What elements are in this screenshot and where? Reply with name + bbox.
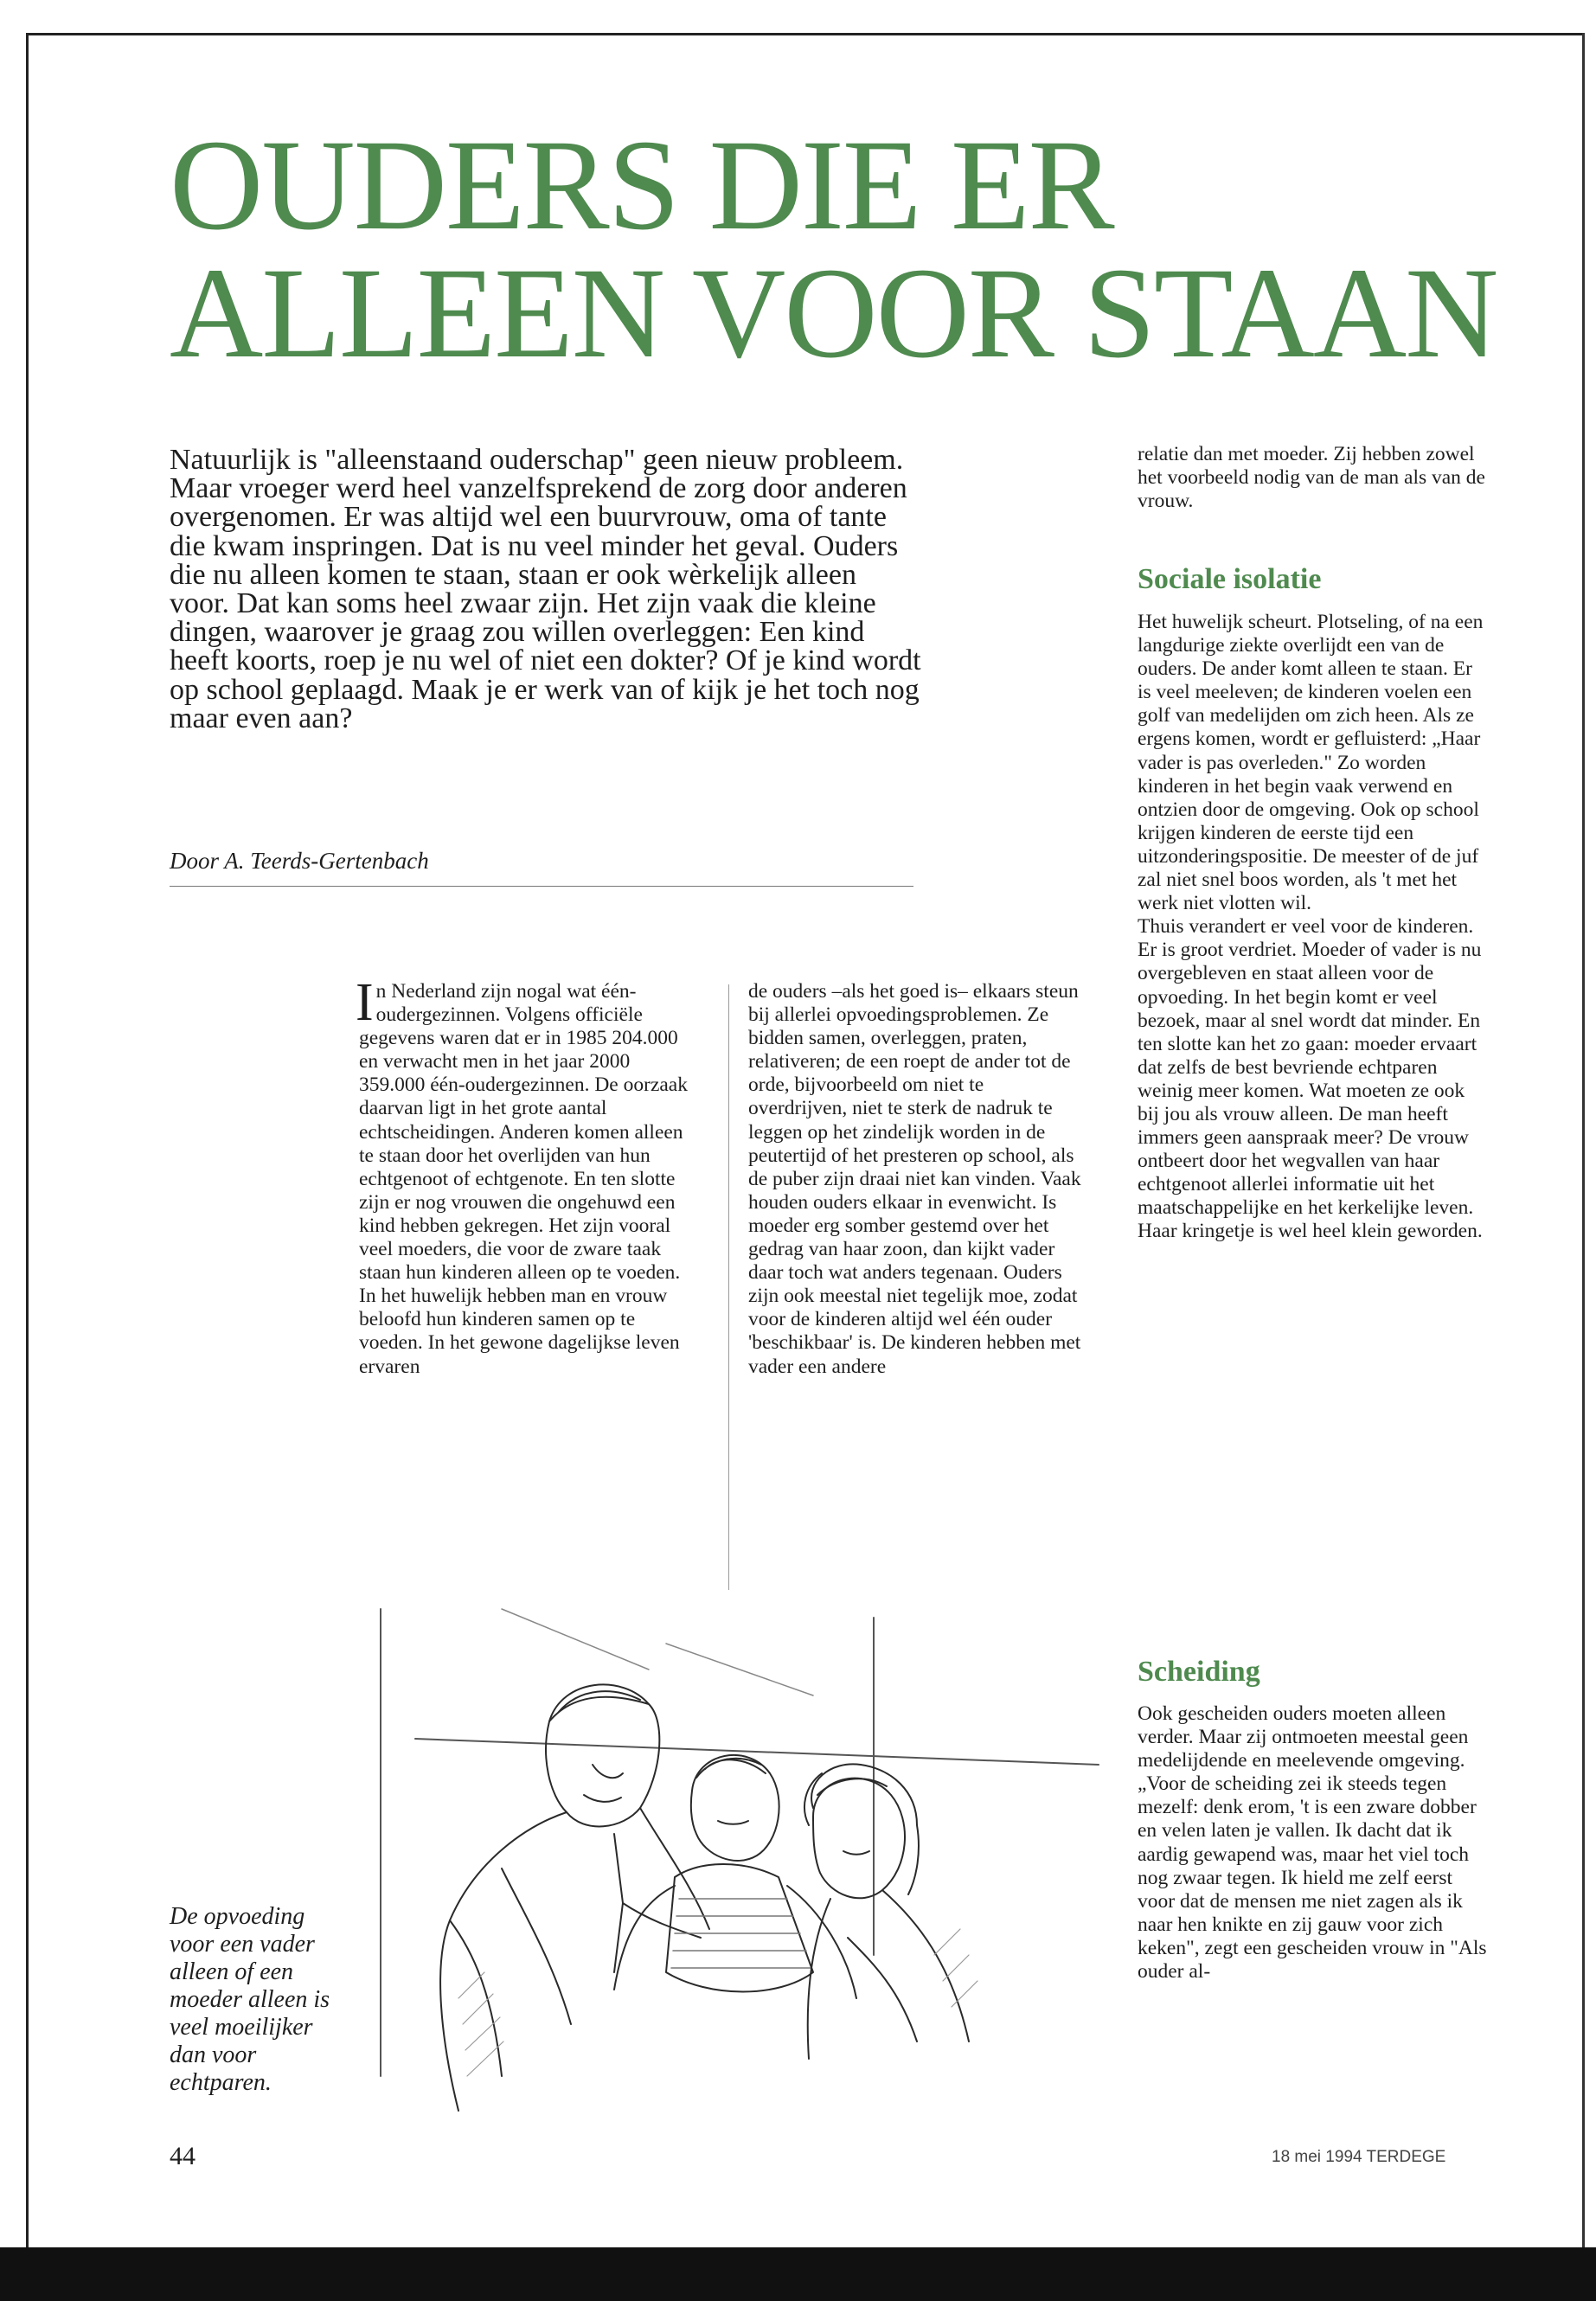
frame-left bbox=[26, 33, 29, 2247]
body-paragraph: relatie dan met moeder. Zij hebben zowel het voorbeeld nodig van de man als van de vrouw. bbox=[1138, 443, 1485, 513]
column-divider bbox=[728, 984, 729, 1590]
byline: Door A. Teerds-Gertenbach bbox=[170, 848, 429, 874]
body-paragraph: Ook gescheiden ouders moeten alleen verder. Maar zij ontmoeten meestal geen medelijdende en meelevende omgeving. bbox=[1138, 1702, 1469, 1772]
illustration-caption: De opvoeding voor een vader alleen of een moeder alleen is veel moeilijker dan voor echtparen. bbox=[170, 1903, 330, 2096]
body-paragraph: Thuis verandert er veel voor de kinderen. Er is groot verdriet. Moeder of vader is nu overgebleven en staat alleen voor de opvoeding. In het begin komt er veel bezoek, maar al snel wordt dat minder. En ten slotte kan het zo gaan: moeder ervaart dat zelfs de best bevriende echtparen weinig meer komen. Wat moeten ze ook bij jou als vrouw alleen. De man heeft immers geen aanspraak meer? De vrouw ontbeert door het wegvallen van haar echtgenoot allerlei informatie uit het maatschappelijke en het kerkelijke leven. Haar kringetje is wel heel klein geworden. bbox=[1138, 915, 1483, 1243]
article-title bbox=[170, 113, 1497, 385]
subhead-sociale-isolatie: Sociale isolatie bbox=[1138, 563, 1322, 595]
family-illustration bbox=[363, 1592, 1107, 2180]
drop-cap: I bbox=[356, 973, 374, 1032]
issue-footer: 18 mei 1994 TERDEGE bbox=[1272, 2148, 1446, 2166]
body-paragraph bbox=[356, 973, 696, 1285]
body-column-3-mid bbox=[1138, 611, 1488, 1244]
body-paragraph: Het huwelijk scheurt. Plotseling, of na een langdurige ziekte overlijdt een van de ouders. De ander komt alleen te staan. Er is veel meeleven; de kinderen voelen een golf van medelijden om zich heen. Als ze ergens komen, wordt er gefluisterd: „Haar vader is pas overleden." Zo worden kinderen in het begin vaak verwend en ontzien door de omgeving. Ook op school krijgen kinderen de eerste tijd een uitzonderingspositie. De meester of de juf zal niet snel boos worden, als 't met het werk niet vlotten wil. bbox=[1138, 611, 1484, 915]
body-paragraph: „Voor de scheiding zei ik steeds tegen mezelf: denk erom, 't is een zware dobber en velen laten je vallen. Ik dacht dat ik aardig gewapend was, maar het viel toch nog zwaar tegen. Ik hield me zelf eerst voor dat de mensen me niet zagen als ik naar hen knikte en zij gauw voor zich keken", zegt een gescheiden vrouw in "Als ouder al- bbox=[1138, 1772, 1487, 1984]
title-line-1: OUDERS DIE ER bbox=[170, 113, 1113, 257]
byline-rule bbox=[170, 886, 913, 887]
title-line-2: ALLEEN VOOR STAAN bbox=[170, 241, 1497, 385]
page-number: 44 bbox=[170, 2142, 195, 2170]
frame-bottom bbox=[0, 2247, 1596, 2301]
intro-paragraph: Natuurlijk is "alleenstaand ouderschap" geen nieuw probleem. Maar vroeger werd heel vanzelfsprekend de zorg door anderen overgenomen. Er was altijd wel een buurvrouw, oma of tante die kwam inspringen. Dat is nu veel minder het geval. Ouders die nu alleen komen te staan, staan er ook wèrkelijk alleen voor. Dat kan soms heel zwaar zijn. Het zijn vaak die kleine dingen, waarover je graag zou willen overleggen: Een kind heeft koorts, roep je nu wel of niet een dokter? Of je kind wordt op school geplaagd. Maak je er werk van of kijk je het toch nog maar even aan? bbox=[170, 444, 921, 734]
body-column-3-top bbox=[1138, 443, 1488, 513]
body-paragraph: de ouders –als het goed is– elkaars steun bij allerlei opvoedingsproblemen. Ze bidden samen, overleggen, praten, relativeren; de een roept de ander tot de orde, bijvoorbeeld om niet te overdrijven, niet te sterk de nadruk te leggen op het zindelijk worden in de peutertijd of het presteren op school, als de puber zijn draai niet kan vinden. Vaak houden ouders elkaar in evenwicht. Is moeder erg somber gestemd over het gedrag van haar zoon, dan kijkt vader daar toch wat anders tegenaan. Ouders zijn ook meestal niet tegelijk moe, zodat voor de kinderen altijd wel één ouder 'beschikbaar' is. De kinderen hebben met vader een andere bbox=[748, 980, 1081, 1378]
body-column-1 bbox=[356, 973, 696, 1379]
body-text: n Nederland zijn nogal wat één-oudergezinnen. Volgens officiële gegevens waren dat er in 1985 204.000 en verwacht men in het jaar 2000 359.000 één-oudergezinnen. De oorzaak daarvan ligt in het grote aantal echtscheidingen. Anderen komen alleen te staan door het overlijden van hun echtgenoot of echtgenote. En ten slotte zijn er nog vrouwen die ongehuwd een kind hebben gekregen. Het zijn vooral veel moeders, die voor de zware taak staan hun kinderen alleen op te voeden. bbox=[359, 980, 688, 1285]
frame-top bbox=[26, 33, 1583, 35]
subhead-scheiding: Scheiding bbox=[1138, 1656, 1260, 1688]
body-column-2 bbox=[748, 980, 1081, 1379]
frame-right bbox=[1582, 33, 1585, 2247]
body-column-3-bottom bbox=[1138, 1702, 1488, 1984]
body-paragraph: In het huwelijk hebben man en vrouw beloofd hun kinderen samen op te voeden. In het gewone dagelijkse leven ervaren bbox=[359, 1285, 680, 1378]
